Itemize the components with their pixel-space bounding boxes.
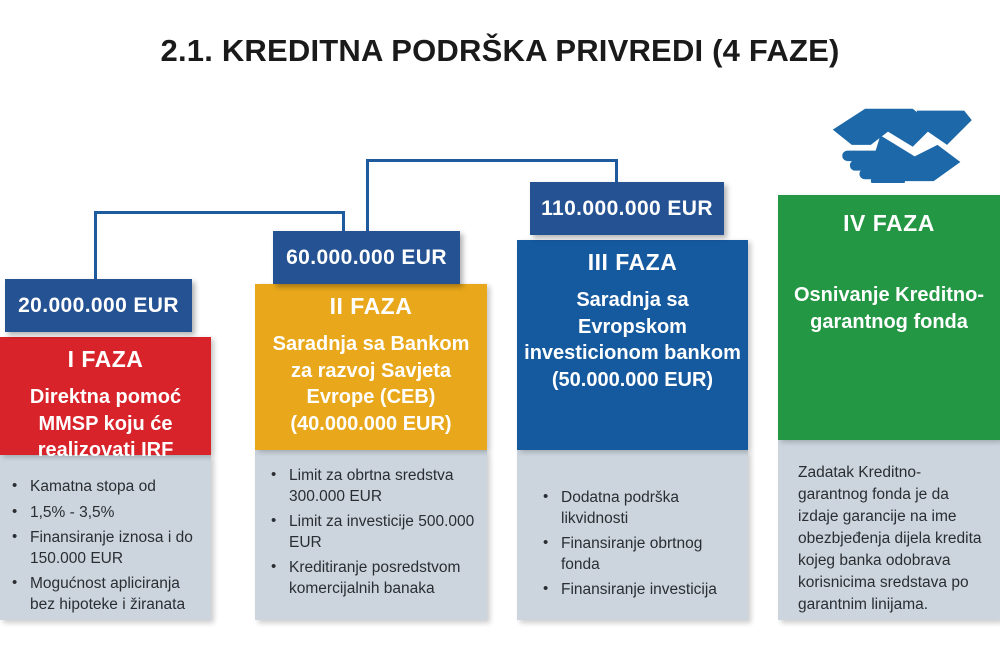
list-item: • Finansiranje obrtnog fonda [541, 534, 736, 575]
phase-paragraph-4: Zadatak Kreditno-garantnog fonda je da izdaje garancije na ime obezbjeđenja dijela kredita kojeg banka odobrava korisnicima sredstava po garantnim linijama. [798, 464, 982, 613]
list-item: • Limit za investicije 500.000 EUR [269, 512, 475, 553]
phase-header-1 [0, 337, 211, 462]
list-item: • Kamatna stopa od [10, 477, 201, 498]
amount-badge-phase3: 110.000.000 EUR [530, 182, 724, 235]
list-item: • Limit za obrtna sredstva 300.000 EUR [269, 466, 475, 507]
phase-body-2 [255, 450, 487, 620]
amount-badge-phase2: 60.000.000 EUR [273, 231, 460, 284]
phase-body-4 [778, 440, 1000, 620]
amount-badge-phase1: 20.000.000 EUR [5, 279, 192, 332]
phase-body-3 [517, 450, 748, 620]
phase-column-2 [255, 0, 487, 666]
phase-description-4: Osnivanje Kreditno-garantnog fonda [793, 283, 985, 333]
phase-description-1: Direktna pomoć MMSP koju će realizovati IRF [29, 385, 182, 462]
handshake-icon [820, 103, 975, 183]
phase-bullet-list-2 [269, 466, 475, 600]
page-title: 2.1. KREDITNA PODRŠKA PRIVREDI (4 FAZE) [160, 33, 840, 68]
list-item: • Finansiranje investicija [541, 580, 736, 601]
list-item: • 1,5% - 3,5% [10, 503, 201, 524]
list-item: • Dodatna podrška likvidnosti [541, 488, 736, 529]
phase-title-3: III FAZA [587, 249, 678, 275]
phase-title-1: I FAZA [67, 346, 144, 372]
phase-description-3: Saradnja sa Evropskom investicionom bankom (50.000.000 EUR) [524, 288, 741, 392]
list-item: • Mogućnost apliciranja bez hipoteke i žiranata [10, 574, 201, 615]
phase-header-3 [517, 240, 748, 450]
phase-column-3 [517, 0, 748, 666]
phase-bullet-list-1 [10, 477, 201, 616]
phase-title-4: IV FAZA [843, 210, 935, 236]
phase-bullet-list-3 [541, 488, 736, 601]
phase-column-1 [0, 0, 211, 666]
phase-body-1 [0, 455, 211, 620]
phase-header-4 [778, 195, 1000, 440]
phase-header-2 [255, 284, 487, 450]
phase-description-2: Saradnja sa Bankom za razvoj Savjeta Evrope (CEB) (40.000.000 EUR) [272, 332, 470, 436]
phase-title-2: II FAZA [329, 293, 413, 319]
list-item: • Finansiranje iznosa i do 150.000 EUR [10, 528, 201, 569]
phase-column-4 [778, 0, 1000, 666]
list-item: • Kreditiranje posredstvom komercijalnih banaka [269, 558, 475, 599]
